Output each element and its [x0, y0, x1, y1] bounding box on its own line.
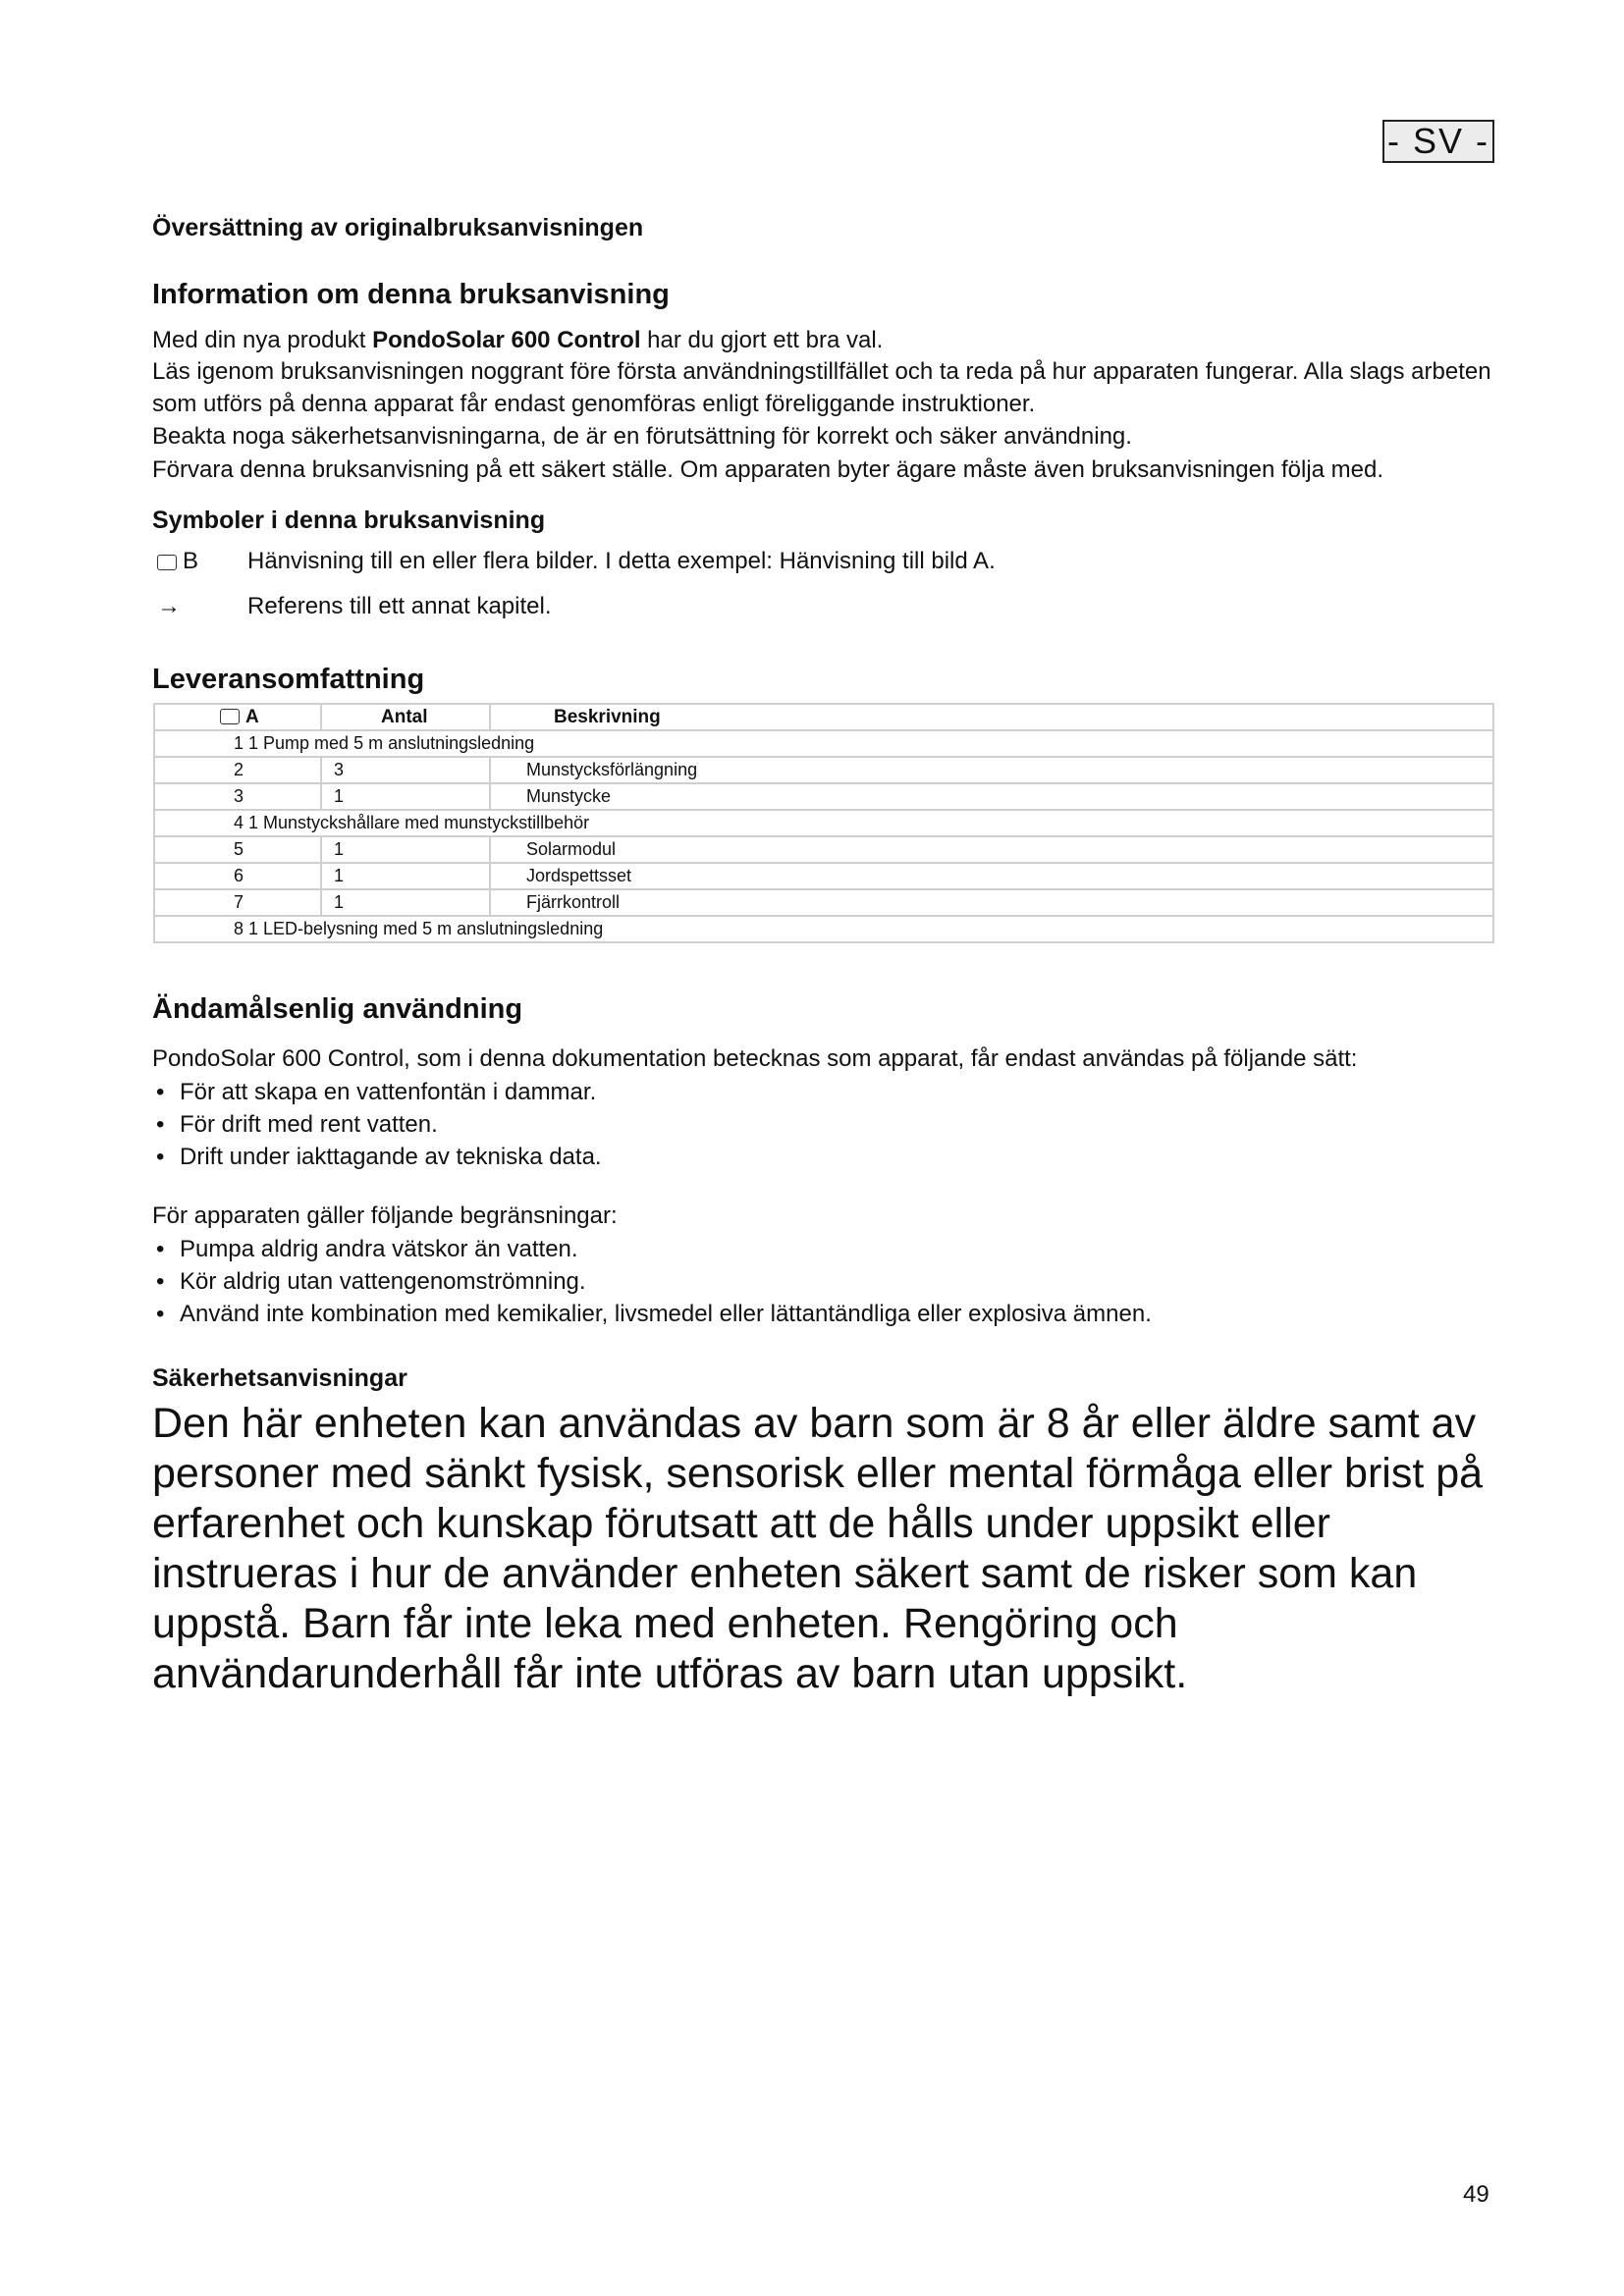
- document-title: Översättning av originalbruksanvisningen: [152, 214, 644, 241]
- figure-reference-icon: [157, 548, 198, 575]
- list-item: • Drift under iakttagande av tekniska data.: [152, 1141, 602, 1173]
- info-intro: [152, 324, 1497, 356]
- table-cell-antal: 1: [321, 836, 490, 863]
- info-heading: Information om denna bruksanvisning: [152, 279, 670, 310]
- scope-heading: Leveransomfattning: [152, 664, 425, 695]
- table-cell-a: 7: [154, 889, 321, 916]
- list-item: • För att skapa en vattenfontän i dammar.: [152, 1076, 602, 1108]
- info-paragraph: Förvara denna bruksanvisning på ett säkert ställe. Om apparaten byter ägare måste även bruksanvisningen följa med.: [152, 456, 1384, 483]
- table-cell-beskrivning: Jordspettsset: [490, 863, 1493, 889]
- column-header-antal: Antal: [321, 704, 490, 730]
- table-row: [154, 863, 1493, 889]
- table-header-row: [154, 704, 1493, 730]
- table-cell-antal: 1: [321, 863, 490, 889]
- table-cell-a: 2: [154, 757, 321, 783]
- list-item: • Kör aldrig utan vattengenomströmning.: [152, 1265, 1152, 1298]
- safety-text: Den här enheten kan användas av barn som är 8 år eller äldre samt av personer med sänkt fysisk, sensorisk eller mental förmåga eller brist på erfarenhet och kunskap förutsatt att de hålls under uppsikt eller instrueras i hur de använder enheten säkert samt de risker som kan uppstå. Barn får inte leka med enheten. Rengöring och användarunderhåll får inte utföras av barn utan uppsikt.: [152, 1400, 1484, 1697]
- table-row: [154, 916, 1493, 942]
- table-cell-beskrivning: Solarmodul: [490, 836, 1493, 863]
- table-cell-antal: 3: [321, 757, 490, 783]
- product-name: PondoSolar 600 Control: [372, 327, 641, 353]
- language-badge: - SV -: [1382, 120, 1494, 163]
- table-row: [154, 757, 1493, 783]
- column-header-a: A: [154, 704, 321, 730]
- table-cell-a: 5: [154, 836, 321, 863]
- symbol-description: Hänvisning till en eller flera bilder. I detta exempel: Hänvisning till bild A.: [247, 548, 996, 574]
- usage-heading: Ändamålsenlig användning: [152, 993, 523, 1025]
- list-item: • Pumpa aldrig andra vätskor än vatten.: [152, 1233, 1152, 1265]
- page-number: 49: [1463, 2181, 1489, 2208]
- info-paragraph: Läs igenom bruksanvisningen noggrant före första användningstillfället och ta reda på hur apparaten fungerar. Alla slags arbeten som utförs på denna apparat får endast genomföras enligt föreliggande instruktioner.: [152, 358, 1491, 417]
- table-cell-merged: 4 1 Munstyckshållare med munstyckstillbehör: [154, 810, 1493, 836]
- usage-intro: PondoSolar 600 Control, som i denna dokumentation betecknas som apparat, får endast användas på följande sätt:: [152, 1045, 1358, 1072]
- info-intro-post: har du gjort ett bra val.: [640, 327, 884, 353]
- symbol-description: Referens till ett annat kapitel.: [247, 593, 552, 619]
- list-item: • Använd inte kombination med kemikalier, livsmedel eller lättantändliga eller explosiva ämnen.: [152, 1298, 1152, 1330]
- table-cell-a: 3: [154, 783, 321, 810]
- list-item: • För drift med rent vatten.: [152, 1108, 602, 1141]
- scope-table: [153, 703, 1494, 943]
- usage-list: [152, 1076, 602, 1173]
- info-intro-pre: Med din nya produkt: [152, 327, 373, 353]
- symbol-letter: B: [183, 548, 199, 574]
- safety-heading: Säkerhetsanvisningar: [152, 1364, 407, 1392]
- table-cell-merged: 1 1 Pump med 5 m anslutningsledning: [154, 730, 1493, 757]
- column-header-beskrivning: Beskrivning: [490, 704, 1493, 730]
- restrictions-intro: För apparaten gäller följande begränsningar:: [152, 1202, 618, 1229]
- table-cell-antal: 1: [321, 889, 490, 916]
- info-paragraph: Beakta noga säkerhetsanvisningarna, de är en förutsättning för korrekt och säker användning.: [152, 423, 1132, 450]
- table-row: [154, 730, 1493, 757]
- restrictions-list: [152, 1233, 1152, 1330]
- table-cell-antal: 1: [321, 783, 490, 810]
- table-cell-merged: 8 1 LED-belysning med 5 m anslutningsledning: [154, 916, 1493, 942]
- table-row: [154, 810, 1493, 836]
- arrow-right-icon: →: [157, 593, 181, 619]
- figure-reference-icon: [220, 709, 240, 724]
- table-row: [154, 836, 1493, 863]
- table-cell-beskrivning: Munstycksförlängning: [490, 757, 1493, 783]
- table-row: [154, 889, 1493, 916]
- table-cell-a: 6: [154, 863, 321, 889]
- table-cell-beskrivning: Fjärrkontroll: [490, 889, 1493, 916]
- table-row: [154, 783, 1493, 810]
- table-cell-beskrivning: Munstycke: [490, 783, 1493, 810]
- symbols-heading: Symboler i denna bruksanvisning: [152, 507, 546, 534]
